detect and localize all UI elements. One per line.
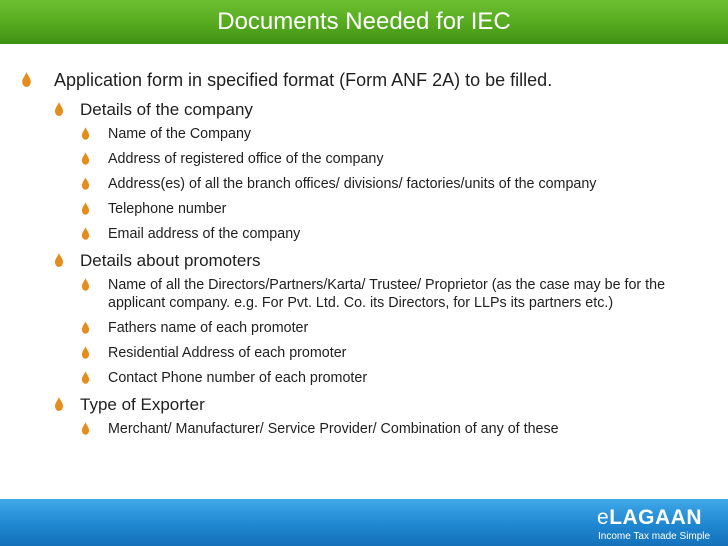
bullet-item	[0, 276, 728, 312]
bullet-item	[0, 420, 728, 438]
bullet-text: Merchant/ Manufacturer/ Service Provider/ Combination of any of these	[108, 421, 559, 437]
bullet-item	[0, 250, 728, 272]
bullet-text: Details of the company	[80, 100, 253, 119]
bullet-text: Name of all the Directors/Partners/Karta/ Trustee/ Proprietor (as the case may be for the applicant company. e.g. For Pvt. Ltd. Co. its Directors, for LLPs its partners etc.)	[108, 277, 666, 311]
flame-bullet-icon	[54, 397, 64, 411]
flame-bullet-icon	[81, 202, 90, 215]
bullet-item	[0, 369, 728, 387]
logo-main: LAGAAN	[609, 506, 703, 529]
bullet-item	[0, 200, 728, 218]
flame-bullet-icon	[81, 371, 90, 384]
flame-bullet-icon	[81, 177, 90, 190]
bullet-item	[0, 394, 728, 416]
bullet-item	[0, 344, 728, 362]
bullet-item	[0, 125, 728, 143]
flame-bullet-icon	[81, 152, 90, 165]
bullet-item	[0, 175, 728, 193]
flame-bullet-icon	[81, 278, 90, 291]
flame-bullet-icon	[81, 422, 90, 435]
bullet-item	[0, 99, 728, 121]
logo-prefix: e	[597, 506, 610, 529]
flame-bullet-icon	[54, 102, 64, 116]
bullet-text: Name of the Company	[108, 126, 252, 142]
flame-bullet-icon	[81, 227, 90, 240]
flame-bullet-icon	[81, 321, 90, 334]
bullet-text: Details about promoters	[80, 251, 261, 270]
bullet-item	[0, 150, 728, 168]
bullet-text: Fathers name of each promoter	[108, 320, 309, 336]
bullet-text: Application form in specified format (Form ANF 2A) to be filled.	[54, 70, 553, 90]
bullet-item	[0, 225, 728, 243]
title-bar	[0, 0, 728, 44]
slide-content	[0, 68, 728, 445]
flame-bullet-icon	[21, 72, 32, 87]
logo-tagline: Income Tax made Simple	[598, 531, 711, 542]
bullet-item	[0, 319, 728, 337]
bullet-text: Telephone number	[108, 201, 227, 217]
bullet-text: Contact Phone number of each promoter	[108, 370, 368, 386]
bullet-text: Residential Address of each promoter	[108, 345, 347, 361]
bullet-text: Type of Exporter	[80, 395, 205, 414]
bullet-item	[0, 68, 728, 92]
elagaan-logo	[597, 506, 702, 530]
flame-bullet-icon	[81, 346, 90, 359]
bullet-text: Address of registered office of the company	[108, 151, 384, 167]
flame-bullet-icon	[54, 253, 64, 267]
bullet-text: Address(es) of all the branch offices/ divisions/ factories/units of the company	[108, 176, 597, 192]
flame-bullet-icon	[81, 127, 90, 140]
bullet-text: Email address of the company	[108, 226, 301, 242]
slide-title: Documents Needed for IEC	[217, 8, 511, 35]
